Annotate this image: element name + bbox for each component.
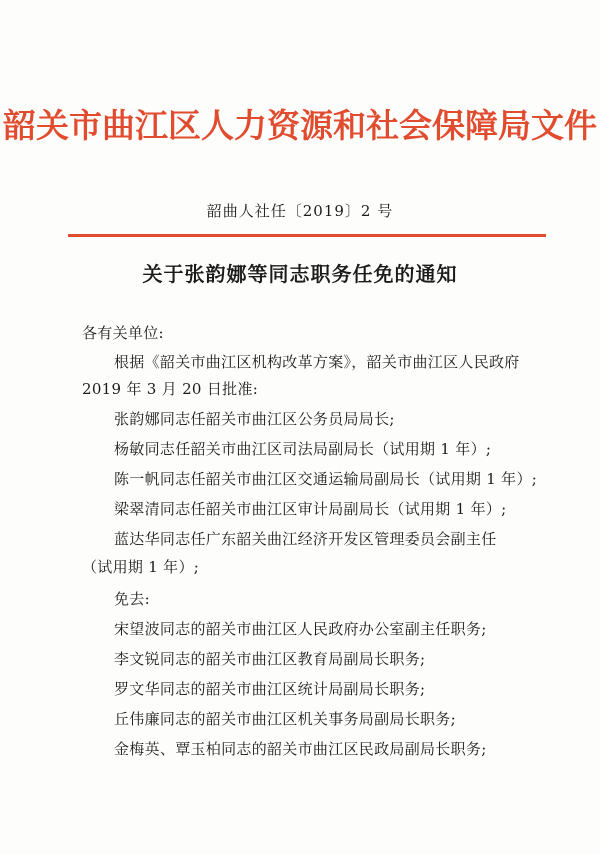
appointment-item: 杨敏同志任韶关市曲江区司法局副局长（试用期 1 年）; <box>114 440 492 458</box>
salutation: 各有关单位: <box>82 324 164 342</box>
appointment-item: 陈一帆同志任韶关市曲江区交通运输局副局长（试用期 1 年）; <box>114 470 538 488</box>
document-header-title: 韶关市曲江区人力资源和社会保障局文件 <box>3 106 597 145</box>
appointment-item: 蓝达华同志任广东韶关曲江经济开发区管理委员会副主任 <box>114 530 497 548</box>
dismissal-item: 宋望波同志的韶关市曲江区人民政府办公室副主任职务; <box>114 620 487 638</box>
intro-line-2: 2019 年 3 月 20 日批准: <box>82 380 259 398</box>
document-number: 韶曲人社任〔2019〕2 号 <box>206 202 394 220</box>
intro-line-1: 根据《韶关市曲江区机构改革方案》，韶关市曲江区人民政府 <box>114 353 520 371</box>
red-divider-line <box>68 234 546 237</box>
dismissal-item: 金梅英、覃玉柏同志的韶关市曲江区民政局副局长职务; <box>114 740 487 758</box>
dismissal-item: 丘伟廉同志的韶关市曲江区机关事务局副局长职务; <box>114 710 456 728</box>
dismissal-item: 李文锐同志的韶关市曲江区教育局副局长职务; <box>114 650 426 668</box>
appointment-item: 张韵娜同志任韶关市曲江区公务员局局长; <box>114 410 395 428</box>
appointment-item: 梁翠清同志任韶关市曲江区审计局副局长（试用期 1 年）; <box>114 500 507 518</box>
dismiss-label: 免去: <box>114 590 150 608</box>
appointment-continuation: （试用期 1 年）; <box>82 558 200 576</box>
dismissal-item: 罗文华同志的韶关市曲江区统计局副局长职务; <box>114 680 426 698</box>
notice-title: 关于张韵娜等同志职务任免的通知 <box>142 262 458 286</box>
